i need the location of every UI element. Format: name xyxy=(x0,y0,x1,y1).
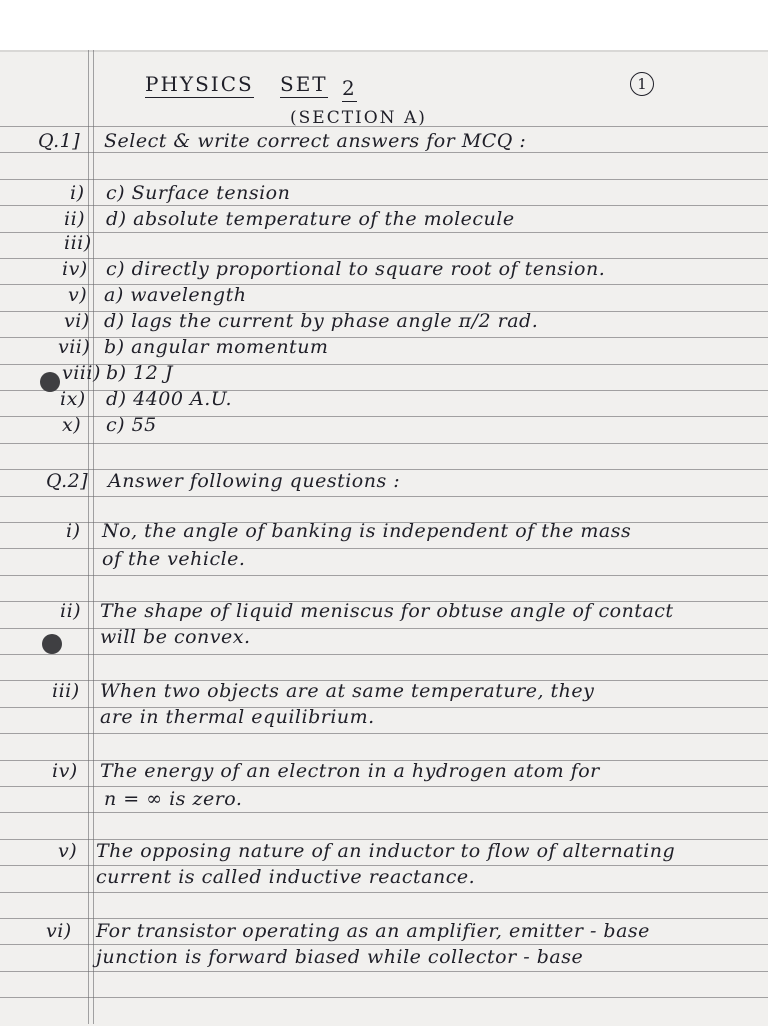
mcq-number: ix) xyxy=(60,388,86,410)
margin-line-inner xyxy=(93,50,94,1024)
mcq-number: iv) xyxy=(62,258,88,280)
punch-hole-icon xyxy=(40,372,60,392)
ruled-line xyxy=(0,152,768,153)
mcq-number: viii) xyxy=(62,362,101,384)
mcq-answer: c) 55 xyxy=(106,414,157,436)
ruled-line xyxy=(0,654,768,655)
punch-hole-icon xyxy=(42,634,62,654)
answer-line: The energy of an electron in a hydrogen atom for xyxy=(100,760,600,782)
question-number: Q.1] xyxy=(38,130,81,152)
mcq-number: x) xyxy=(62,414,82,436)
answer-line: No, the angle of banking is independent of the mass xyxy=(102,520,632,542)
mcq-answer: c) Surface tension xyxy=(106,182,291,204)
answer-number: ii) xyxy=(60,600,82,622)
answer-line: will be convex. xyxy=(100,626,251,648)
ruled-line xyxy=(0,971,768,972)
ruled-line xyxy=(0,892,768,893)
ruled-line xyxy=(0,496,768,497)
question-number: Q.2] xyxy=(46,470,89,492)
set-label: SET xyxy=(280,72,328,96)
page-title: PHYSICS xyxy=(145,72,254,96)
question-prompt: Answer following questions : xyxy=(108,470,401,492)
answer-line: For transistor operating as an amplifier, emitter - base xyxy=(96,920,650,942)
mcq-answer: c) directly proportional to square root of tension. xyxy=(106,258,606,280)
answer-number: iii) xyxy=(52,680,80,702)
mcq-number: ii) xyxy=(64,208,86,230)
mcq-number: i) xyxy=(70,182,85,204)
answer-line: current is called inductive reactance. xyxy=(96,866,476,888)
answer-line: The opposing nature of an inductor to flow of alternating xyxy=(96,840,676,862)
ruled-line xyxy=(0,575,768,576)
ruled-line xyxy=(0,179,768,180)
ruled-line xyxy=(0,812,768,813)
answer-line: When two objects are at same temperature, they xyxy=(100,680,595,702)
mcq-number: v) xyxy=(68,284,88,306)
answer-number: iv) xyxy=(52,760,78,782)
answer-line: are in thermal equilibrium. xyxy=(100,706,375,728)
ruled-line xyxy=(0,786,768,787)
mcq-number: vii) xyxy=(58,336,91,358)
page-number: 1 xyxy=(630,72,654,96)
answer-line: n = ∞ is zero. xyxy=(104,788,243,810)
ruled-line xyxy=(0,997,768,998)
answer-line: The shape of liquid meniscus for obtuse angle of contact xyxy=(100,600,674,622)
answer-number: vi) xyxy=(46,920,72,942)
set-number: 2 xyxy=(342,76,357,100)
ruled-line xyxy=(0,443,768,444)
answer-line: of the vehicle. xyxy=(102,548,246,570)
answer-line: junction is forward biased while collector - base xyxy=(96,946,584,968)
answer-number: v) xyxy=(58,840,78,862)
answer-number: i) xyxy=(66,520,81,542)
ruled-line xyxy=(0,232,768,233)
mcq-answer: d) lags the current by phase angle π/2 rad. xyxy=(104,310,539,332)
question-prompt: Select & write correct answers for MCQ : xyxy=(104,130,527,152)
mcq-answer: d) absolute temperature of the molecule xyxy=(106,208,515,230)
mcq-answer: d) 4400 A.U. xyxy=(106,388,233,410)
background-top xyxy=(0,0,768,50)
mcq-number: iii) xyxy=(64,232,92,254)
ruled-line xyxy=(0,733,768,734)
margin-line xyxy=(88,50,89,1024)
mcq-answer: b) angular momentum xyxy=(104,336,329,358)
section-heading: (SECTION A) xyxy=(290,108,427,128)
ruled-line xyxy=(0,918,768,919)
ruled-line xyxy=(0,944,768,945)
ruled-line xyxy=(0,205,768,206)
mcq-answer: a) wavelength xyxy=(104,284,247,306)
mcq-answer: b) 12 J xyxy=(106,362,173,384)
mcq-number: vi) xyxy=(64,310,90,332)
